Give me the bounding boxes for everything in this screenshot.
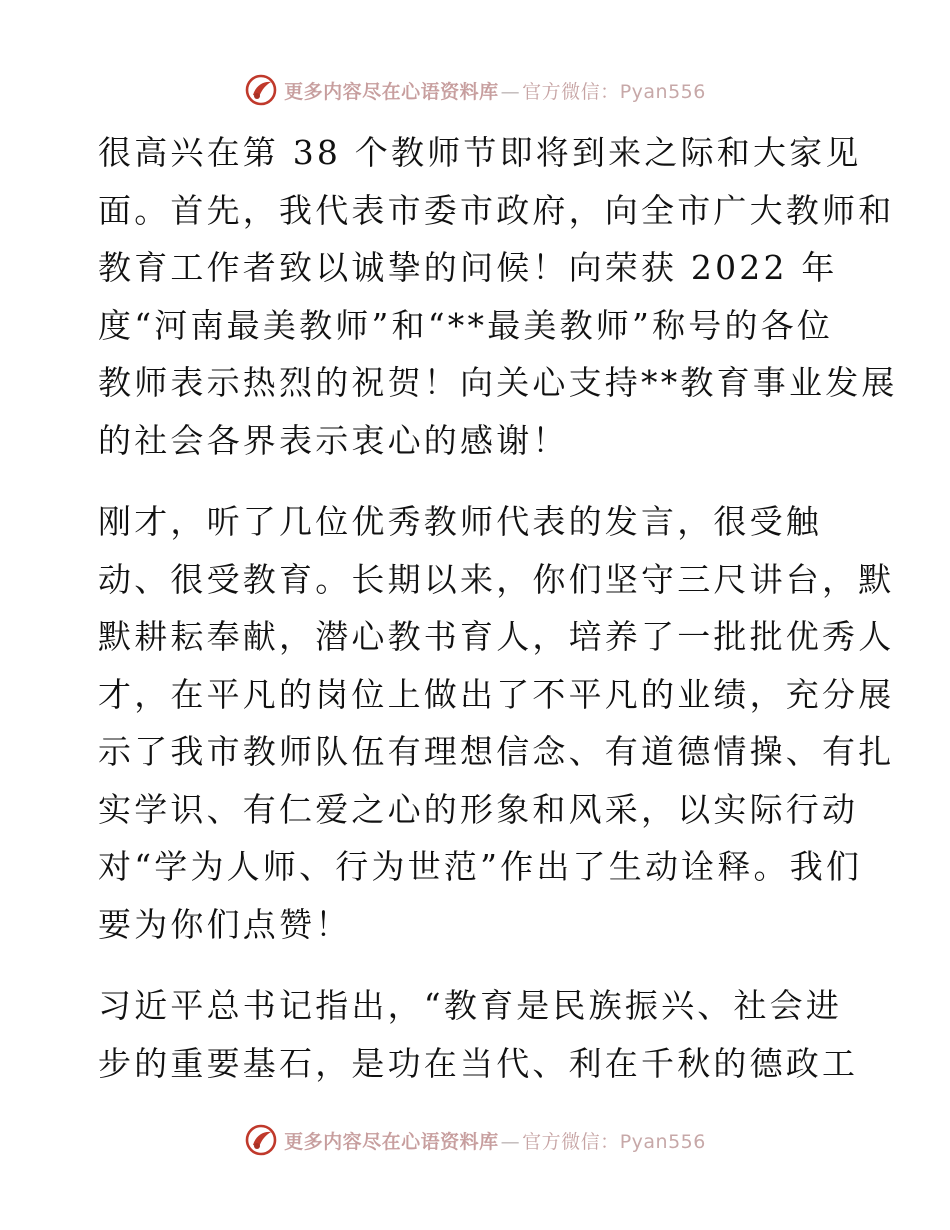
watermark-wechat-label: 官方微信： [522, 80, 620, 103]
paragraph-2 [98, 493, 895, 953]
text-line: 示了我市教师队伍有理想信念、有道德情操、有扎 [98, 732, 895, 771]
watermark-main-text: 更多内容尽在心语资料库 [284, 80, 499, 103]
paragraph-1 [98, 124, 898, 469]
watermark-dash: — [500, 1130, 521, 1153]
brand-logo-icon [244, 73, 278, 107]
paragraph-3 [98, 977, 858, 1092]
text-line: 习近平总书记指出，“教育是民族振兴、社会进 [98, 986, 843, 1025]
text-line: 教师表示热烈的祝贺！向关心支持**教育事业发展 [98, 363, 898, 402]
text-line: 对“学为人师、行为世范”作出了生动诠释。我们 [98, 847, 863, 886]
text-line: 教育工作者致以诚挚的问候！向荣获 2022 年 [98, 248, 838, 287]
text-line: 很高兴在第 38 个教师节即将到来之际和大家见 [98, 133, 862, 172]
text-line: 才，在平凡的岗位上做出了不平凡的业绩，充分展 [98, 674, 895, 714]
watermark-wechat-handle: Pyan556 [619, 80, 706, 103]
footer-watermark [0, 1120, 950, 1160]
watermark-text [284, 77, 706, 104]
text-line: 要为你们点赞！ [98, 904, 352, 944]
watermark-dash: — [500, 80, 521, 103]
text-line: 面。首先，我代表市委市政府，向全市广大教师和 [98, 190, 895, 230]
text-line: 实学识、有仁爱之心的形象和风采，以实际行动 [98, 789, 859, 829]
text-line: 度“河南最美教师”和“**最美教师”称号的各位 [98, 305, 834, 345]
text-line: 刚才，听了几位优秀教师代表的发言，很受触 [98, 502, 822, 541]
watermark-wechat-label: 官方微信： [522, 1130, 620, 1153]
watermark-wechat-handle: Pyan556 [619, 1130, 706, 1153]
text-line: 动、很受教育。长期以来，你们坚守三尺讲台，默 [98, 559, 895, 599]
text-line: 的社会各界表示衷心的感谢！ [98, 420, 569, 460]
watermark-text [284, 1127, 706, 1154]
text-line: 默耕耘奉献，潜心教书育人，培养了一批批优秀人 [98, 617, 895, 656]
watermark-main-text: 更多内容尽在心语资料库 [284, 1130, 499, 1153]
header-watermark [0, 70, 950, 110]
text-line: 步的重要基石，是功在当代、利在千秋的德政工 [98, 1043, 859, 1083]
brand-logo-icon [244, 1123, 278, 1157]
document-body [98, 124, 898, 1116]
